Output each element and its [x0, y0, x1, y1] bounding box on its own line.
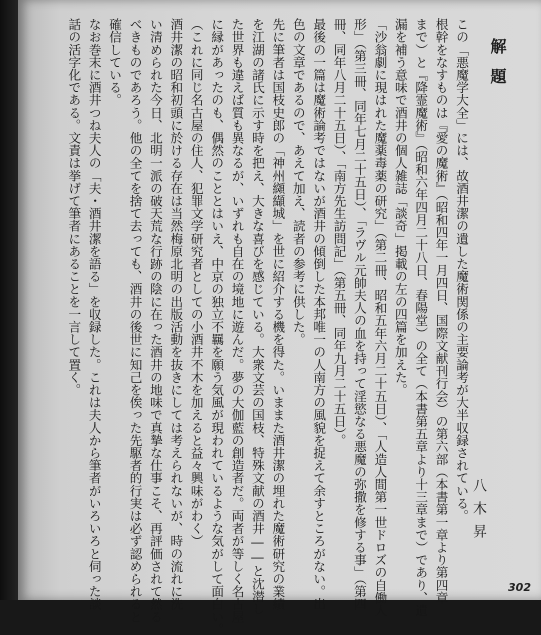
text-line: 確信している。	[107, 18, 123, 107]
text-line: この「悪魔学大全」には、故酒井潔の遺した魔術関係の主要論考が大半収録されている。	[454, 18, 469, 522]
text-line: まで）と『降霊魔術』（昭和六年四月二十八日、春陽堂）の全て（本書第五章より十三章まで）であり、遺	[413, 18, 429, 617]
body-text	[31, 18, 471, 635]
text-line: 先に筆者は国枝史郎の「神州纐纈城」を世に紹介する機を得た。いままた酒井潔の埋れた魔術研究の業績	[270, 18, 286, 611]
text-line: に縁があったのも、偶然のこととはいえ、中京の独立不羈を願う気風が現われているような気がして面白い。	[209, 18, 225, 635]
text-line: 話の活字化である。文責は挙げて筆者にあることを一言して置く。	[66, 18, 82, 396]
text-line: 色の文章であるので、あえて加え、読者の参考に供した。	[290, 18, 306, 346]
author-name: 八木昇	[471, 478, 487, 547]
page	[18, 0, 541, 635]
text-line: べきものであろう。他の全てを捨て去っても、酒井の後世に知己を俟った先駆者的行実は必ず認められると	[127, 18, 143, 623]
text-line: た世界も違えば質も異なるが、いずれも自在の境地に遊んだ。夢の大伽藍の創造者だ。両者が等しく名古屋	[229, 18, 245, 623]
text-line: 冊、同年八月二十五日）、「南方先生訪問記」（第五冊、同年九月二十五日）。	[331, 18, 347, 447]
section-title: 解題	[488, 38, 507, 98]
text-line: 根幹をなすものは『愛の魔術』（昭和四年一月四日、国際文献刊行会）の第六部（本書第一章より第四章	[433, 18, 449, 604]
text-line: 「沙翁劇に現はれた魔薬毒薬の研究」（第二冊、昭和五年六月二十五日）、「人造人間第一世ドロズの自働人	[372, 18, 388, 617]
text-line: 漏を補う意味で酒井の個人雑誌「談奇」掲載の左の四篇を加えた。	[392, 18, 408, 396]
text-line: 最後の一篇は魔術論考ではないが酒井の傾倒した本邦唯一の人南方の風貌を捉えて余すところがない。出	[311, 18, 327, 611]
text-line: （これに同じ名古屋の住人、犯罪文学研究者としての小酒井不木を加えると益々興味がわく）	[188, 18, 204, 548]
text-line: を江湖の諸氏に示す時を把え、大きな喜びを感じている。大衆文芸の国枝、特殊文献の酒井――と沈潜し	[249, 18, 265, 615]
page-number: 302	[508, 581, 531, 594]
text-line: 酒井潔の昭和初頭に於ける存在は当然梅原北明の出版活動を抜きにしては考えられないが、時の流れに洗	[168, 18, 184, 611]
text-line: なお巻末に酒井つね夫人の「夫・酒井潔を語る」を収録した。これは夫人から筆者がいろいろと伺った談	[86, 18, 102, 611]
text-line: い清められた今日、北明一派の破天荒な行跡の陰に在った酒井の地味で真摯な仕事こそ、再評価されて然る	[147, 18, 163, 623]
text-line: 形」（第三冊、同年七月二十五日）、「ラヴル元帥夫人の血を持って淫慾なる悪魔の弥撒を修する事」（第四	[351, 18, 367, 611]
